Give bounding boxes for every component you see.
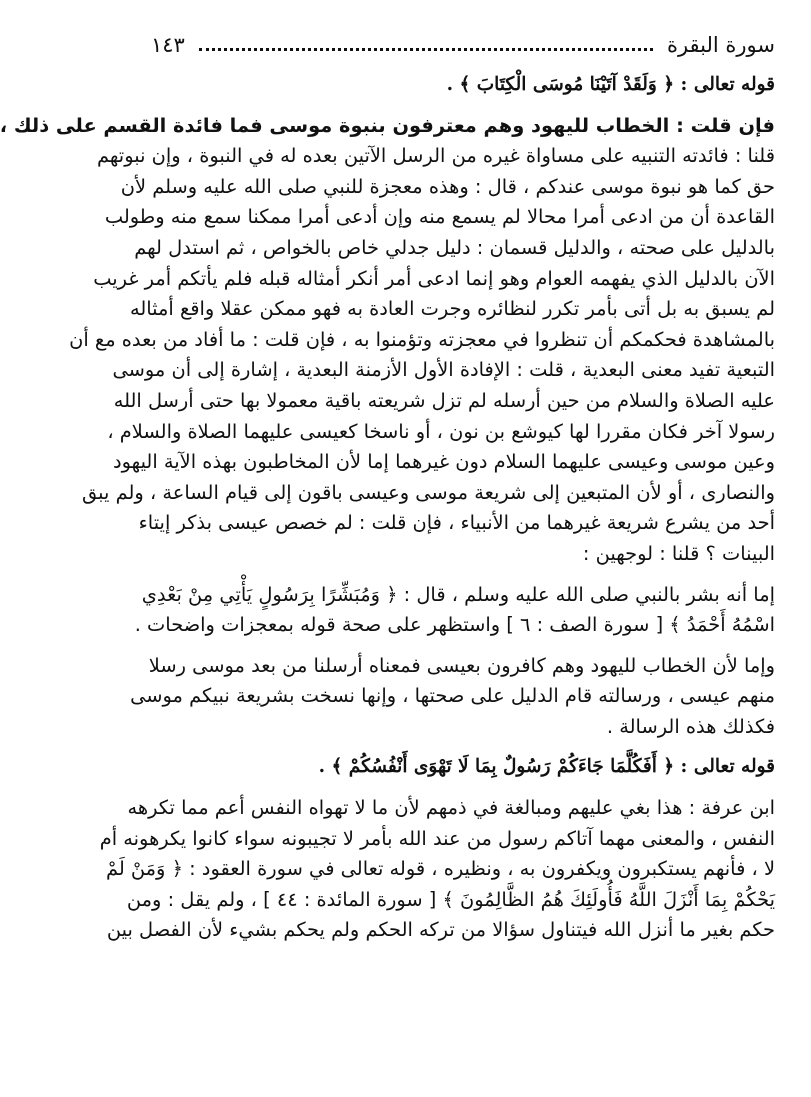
surah-title: سورة البقرة bbox=[666, 33, 775, 57]
text-line: فإن قلت : الخطاب لليهود وهم معترفون بنبوة موسى فما فائدة القسم على ذلك ، bbox=[0, 113, 775, 137]
text-line: حكم بغير ما أنزل الله فيتناول سؤالا من تركه الحكم ولم يحكم بشيء لأن الفصل بين bbox=[106, 918, 775, 942]
text-line: وإما لأن الخطاب لليهود وهم كافرون بعيسى فمعناه أرسلنا من بعد موسى رسلا bbox=[148, 653, 775, 677]
text-line: قوله تعالى : ﴿ أَفَكُلَّمَا جَاءَكُمْ رَسُولٌ بِمَا لَا تَهْوَى أَنْفُسُكُمْ ﴾ . bbox=[318, 756, 775, 778]
paragraph-commentary-1 bbox=[0, 111, 775, 570]
text-line: منهم عيسى ، ورسالته قام الدليل على صحتها ، وإنها نسخت بشريعة نبيكم موسى bbox=[130, 684, 775, 708]
text-line: أحد من يشرع شريعة غيرهما من الأنبياء ، فإن قلت : لم خصص عيسى بذكر إيتاء bbox=[138, 511, 775, 535]
text-line: قوله تعالى : ﴿ وَلَقَدْ آتَيْنَا مُوسَى الْكِتَابَ ﴾ . bbox=[446, 74, 775, 95]
text-line: عليه الصلاة والسلام من حين أرسله لم تزل شريعته باقية معمولا بها حتى أرسل الله bbox=[113, 388, 775, 412]
text-line: بالمشاهدة فحكمكم أن تنظروا في معجزته وتؤمنوا به ، فإن قلت : ما أفاد من بعده مع أن bbox=[69, 327, 775, 351]
text-line: لم يسبق به بل أتى بأمر تكرر لنظائره وجرت العادة به فهو ممكن عقلا واقع أمثاله bbox=[129, 297, 775, 321]
page-number: ١٤٣ bbox=[151, 33, 185, 57]
text-line: حق كما هو نبوة موسى عندكم ، قال : وهذه معجزة للنبي صلى الله عليه وسلم لأن bbox=[120, 174, 775, 198]
text-line: القاعدة أن من ادعى أمرا محالا لم يسمع منه وإن أدعى أمرا ممكنا سمع منه وطولب bbox=[104, 205, 775, 229]
paragraph-commentary-3 bbox=[130, 651, 775, 743]
text-line: ابن عرفة : هذا بغي عليهم ومبالغة في ذمهم لأن ما لا تهواه النفس أعم مما تكرهه bbox=[127, 796, 775, 820]
text-line: وعين موسى وعيسى عليهما السلام دون غيرهما إما لأن المخاطبون بهذه الآية اليهود bbox=[112, 450, 775, 474]
text-line: رسولا آخر فكان مقررا لها كيوشع بن نون ، أو ناسخا كعيسى عليهما الصلاة والسلام ، bbox=[107, 419, 775, 443]
text-line: إما أنه بشر بالنبي صلى الله عليه وسلم ، قال : ﴿ وَمُبَشِّرًا بِرَسُولٍ يَأْتِي مِنْ بَعْدِي bbox=[141, 582, 775, 606]
text-line: النفس ، والمعنى مهما آتاكم رسول من عند الله بأمر لا تجيبونه سواء كانوا يكرهونه أم bbox=[99, 826, 775, 850]
page-body bbox=[0, 70, 775, 946]
text-line: اسْمُهُ أَحْمَدُ ﴾ [ سورة الصف : ٦ ] واستظهر على صحة قوله بمعجزات واضحات . bbox=[134, 613, 775, 637]
paragraph-commentary-2 bbox=[134, 580, 775, 641]
text-line: فكذلك هذه الرسالة . bbox=[606, 714, 775, 738]
text-line: قلنا : فائدته التنبيه على مساواة غيره من الرسل الآتين بعده له في النبوة ، وإن نبوتهم bbox=[96, 144, 775, 168]
page-header bbox=[151, 28, 775, 62]
text-line: يَحْكُمْ بِمَا أَنْزَلَ اللَّهُ فَأُولَئِكَ هُمُ الظَّالِمُونَ ﴾ [ سورة المائدة : ٤٤ ] ، ولم يقل : ومن bbox=[126, 887, 775, 911]
text-line: التبعية تفيد معنى البعدية ، قلت : الإفادة الأول الأزمنة البعدية ، إشارة إلى أن موسى bbox=[112, 358, 775, 382]
text-line: والنصارى ، أو لأن المتبعين إلى شريعة موسى وعيسى باقون إلى قيام الساعة ، ولم يبق bbox=[82, 480, 775, 504]
header-dotted-rule bbox=[199, 48, 653, 51]
text-line: لا ، فأنهم يستكبرون ويكفرون به ، ونظيره ، قوله تعالى في سورة العقود : ﴿ وَمَنْ لَمْ bbox=[105, 857, 775, 881]
paragraph-commentary-4 bbox=[99, 793, 775, 946]
text-line: الآن بالدليل الذي يفهمه العوام وهو إنما ادعى أمر أنكر أمثاله قبله فلم يأتكم أمر غريب bbox=[93, 266, 775, 290]
text-line: البينات ؟ قلنا : لوجهين : bbox=[582, 541, 775, 565]
text-line: بالدليل على صحته ، والدليل قسمان : دليل جدلي خاص بالخواص ، ثم استدل لهم bbox=[134, 235, 775, 259]
paragraph-verse-2 bbox=[149, 752, 775, 783]
paragraph-verse-1 bbox=[149, 70, 775, 101]
